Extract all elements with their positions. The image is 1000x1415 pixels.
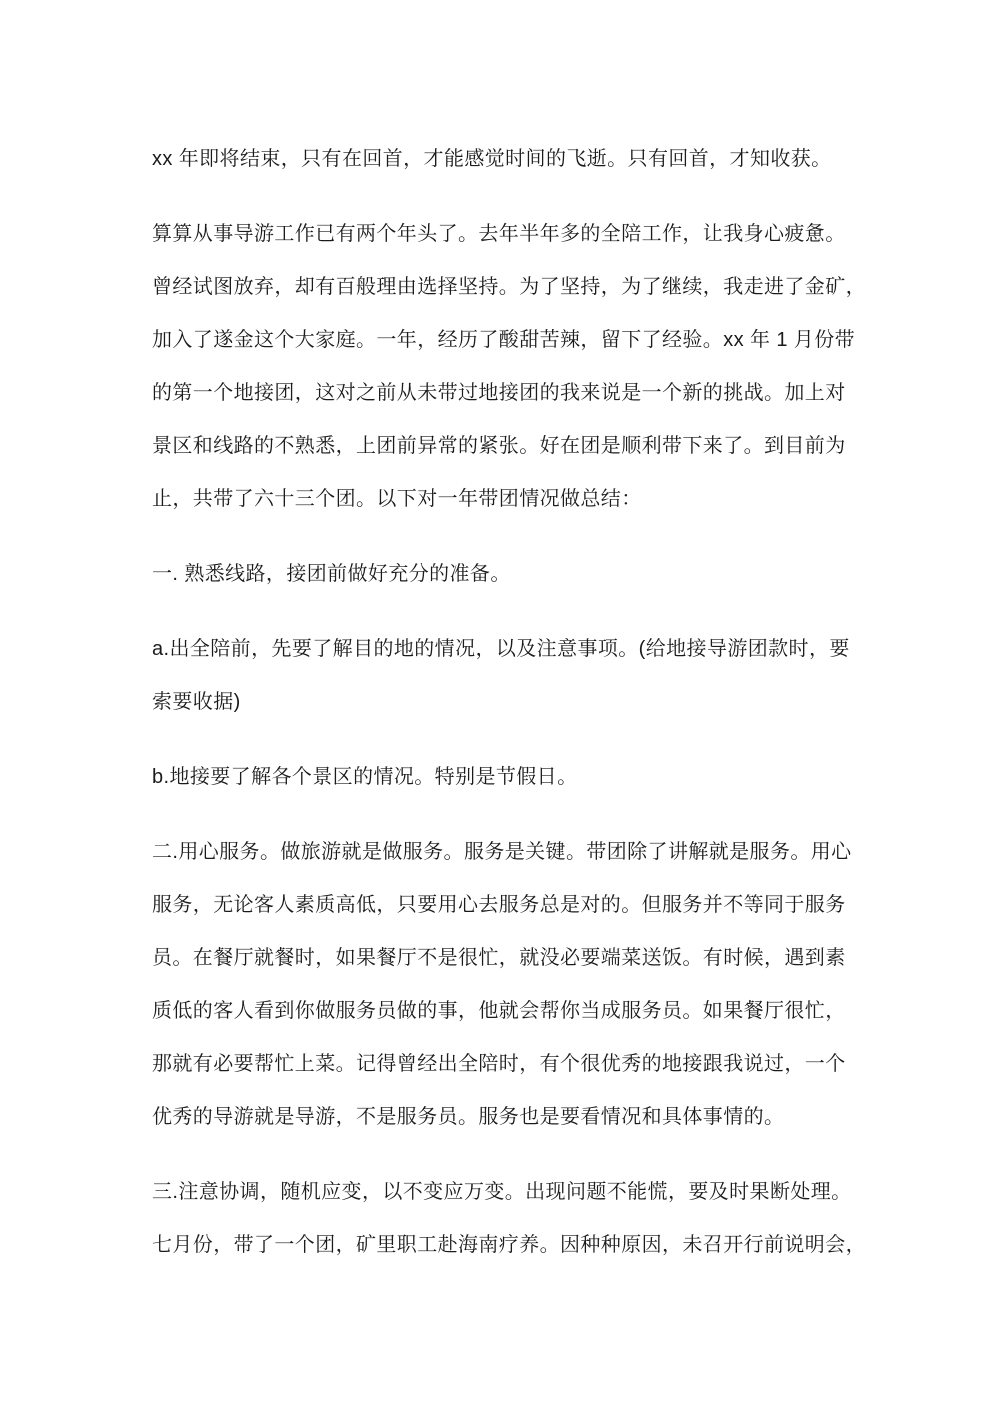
text-line: 算算从事导游工作已有两个年头了。去年半年多的全陪工作，让我身心疲惫。 xyxy=(152,223,846,245)
paragraph xyxy=(152,623,864,729)
text-line: 员。在餐厅就餐时，如果餐厅不是很忙，就没必要端菜送饭。有时候，遇到素 xyxy=(152,947,846,969)
text-line: 一. 熟悉线路，接团前做好充分的准备。 xyxy=(152,563,511,585)
text-line: 曾经试图放弃，却有百般理由选择坚持。为了坚持，为了继续，我走进了金矿， xyxy=(152,276,866,298)
text-line: b.地接要了解各个景区的情况。特别是节假日。 xyxy=(152,766,578,788)
text-line: 景区和线路的不熟悉，上团前异常的紧张。好在团是顺利带下来了。到目前为 xyxy=(152,435,846,457)
document-body xyxy=(152,133,864,1294)
text-line: 服务，无论客人素质高低，只要用心去服务总是对的。但服务并不等同于服务 xyxy=(152,894,846,916)
paragraph xyxy=(152,208,864,526)
text-line: 质低的客人看到你做服务员做的事，他就会帮你当成服务员。如果餐厅很忙， xyxy=(152,1000,846,1022)
text-line: 的第一个地接团，这对之前从未带过地接团的我来说是一个新的挑战。加上对 xyxy=(152,382,846,404)
paragraph xyxy=(152,133,864,186)
text-line: 优秀的导游就是导游，不是服务员。服务也是要看情况和具体事情的。 xyxy=(152,1106,785,1128)
text-line: 止，共带了六十三个团。以下对一年带团情况做总结： xyxy=(152,488,642,510)
text-line: a.出全陪前，先要了解目的地的情况，以及注意事项。(给地接导游团款时，要 xyxy=(152,638,850,660)
text-line: 七月份，带了一个团，矿里职工赴海南疗养。因种种原因，未召开行前说明会， xyxy=(152,1234,866,1256)
paragraph xyxy=(152,826,864,1144)
text-line: 索要收据) xyxy=(152,691,241,713)
text-line: 那就有必要帮忙上菜。记得曾经出全陪时，有个很优秀的地接跟我说过，一个 xyxy=(152,1053,846,1075)
text-line: 二.用心服务。做旅游就是做服务。服务是关键。带团除了讲解就是服务。用心 xyxy=(152,841,852,863)
paragraph xyxy=(152,548,864,601)
text-line: xx 年即将结束，只有在回首，才能感觉时间的飞逝。只有回首，才知收获。 xyxy=(152,148,832,170)
text-line: 三.注意协调，随机应变，以不变应万变。出现问题不能慌，要及时果断处理。 xyxy=(152,1181,852,1203)
paragraph xyxy=(152,1166,864,1272)
text-line: 加入了遂金这个大家庭。一年，经历了酸甜苦辣，留下了经验。xx 年 1 月份带 xyxy=(152,329,855,351)
paragraph xyxy=(152,751,864,804)
